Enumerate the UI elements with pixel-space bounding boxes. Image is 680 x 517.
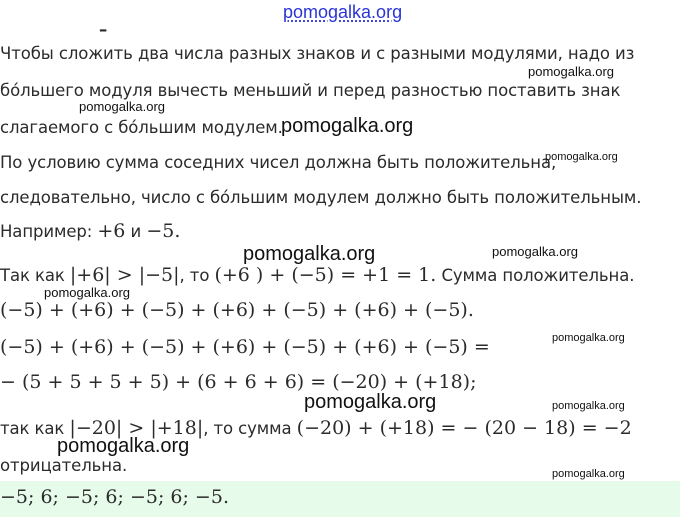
- example-and: и: [125, 222, 147, 241]
- so-then: , то сумма: [203, 419, 297, 438]
- dash-mark: –: [99, 20, 108, 39]
- example-dot: .: [174, 220, 181, 242]
- since-suffix: Сумма положительна.: [436, 266, 635, 285]
- watermark-5: pomogalka.org: [44, 285, 130, 300]
- watermark-2: pomogalka.org: [79, 99, 165, 114]
- watermark-3: pomogalka.org: [545, 151, 618, 163]
- watermark-big-1: pomogalka.org: [281, 115, 414, 137]
- sequence-line: (−5) + (+6) + (−5) + (+6) + (−5) + (+6) + (−5).: [0, 299, 474, 321]
- condition-line-1: По условию сумма соседних чисел должна быть положительна,: [0, 153, 557, 172]
- example-line: [0, 220, 180, 242]
- so-expression: (−20) + (+18) = − (20 − 18) = −2: [296, 417, 632, 439]
- calc-line-1: (−5) + (+6) + (−5) + (+6) + (−5) + (+6) + (−5) =: [0, 336, 490, 358]
- example-b: −5: [146, 220, 175, 242]
- watermark-7: pomogalka.org: [552, 400, 625, 412]
- example-prefix: Например:: [0, 222, 98, 241]
- watermark-big-3: pomogalka.org: [304, 391, 437, 413]
- answer-line: −5; 6; −5; 6; −5; 6; −5.: [0, 486, 229, 508]
- watermark-8: pomogalka.org: [552, 468, 625, 480]
- since-then: , то: [179, 266, 215, 285]
- so-prefix: так как: [0, 419, 70, 438]
- since-prefix: Так как: [0, 266, 70, 285]
- watermark-big-2: pomogalka.org: [243, 243, 376, 265]
- rule-line-1: Чтобы сложить два числа разных знаков и с разными модулями, надо из: [0, 44, 635, 63]
- so-inequality: |−20| > |+18|: [69, 417, 204, 439]
- watermark-1: pomogalka.org: [528, 64, 614, 79]
- rule-line-2: бо́льшего модуля вычесть меньший и перед разностью поставить знак: [0, 81, 621, 100]
- watermark-big-4: pomogalka.org: [57, 435, 190, 457]
- since-line: [0, 264, 634, 286]
- example-a: +6: [97, 220, 126, 242]
- rule-line-3: слагаемого с бо́льшим модулем.: [0, 118, 283, 137]
- watermark-6: pomogalka.org: [552, 332, 625, 344]
- watermark-4: pomogalka.org: [492, 244, 578, 259]
- since-inequality: |+6| > |−5|: [69, 264, 180, 286]
- negative-word: отрицательна.: [0, 456, 128, 475]
- condition-line-2: следовательно, число с бо́льшим модулем должно быть положительным.: [0, 188, 642, 207]
- calc-line-2: − (5 + 5 + 5 + 5) + (6 + 6 + 6) = (−20) + (+18);: [0, 371, 477, 393]
- watermark-top[interactable]: pomogalka.org: [283, 2, 403, 22]
- since-sum: (+6 ) + (−5) = +1 = 1.: [214, 264, 437, 286]
